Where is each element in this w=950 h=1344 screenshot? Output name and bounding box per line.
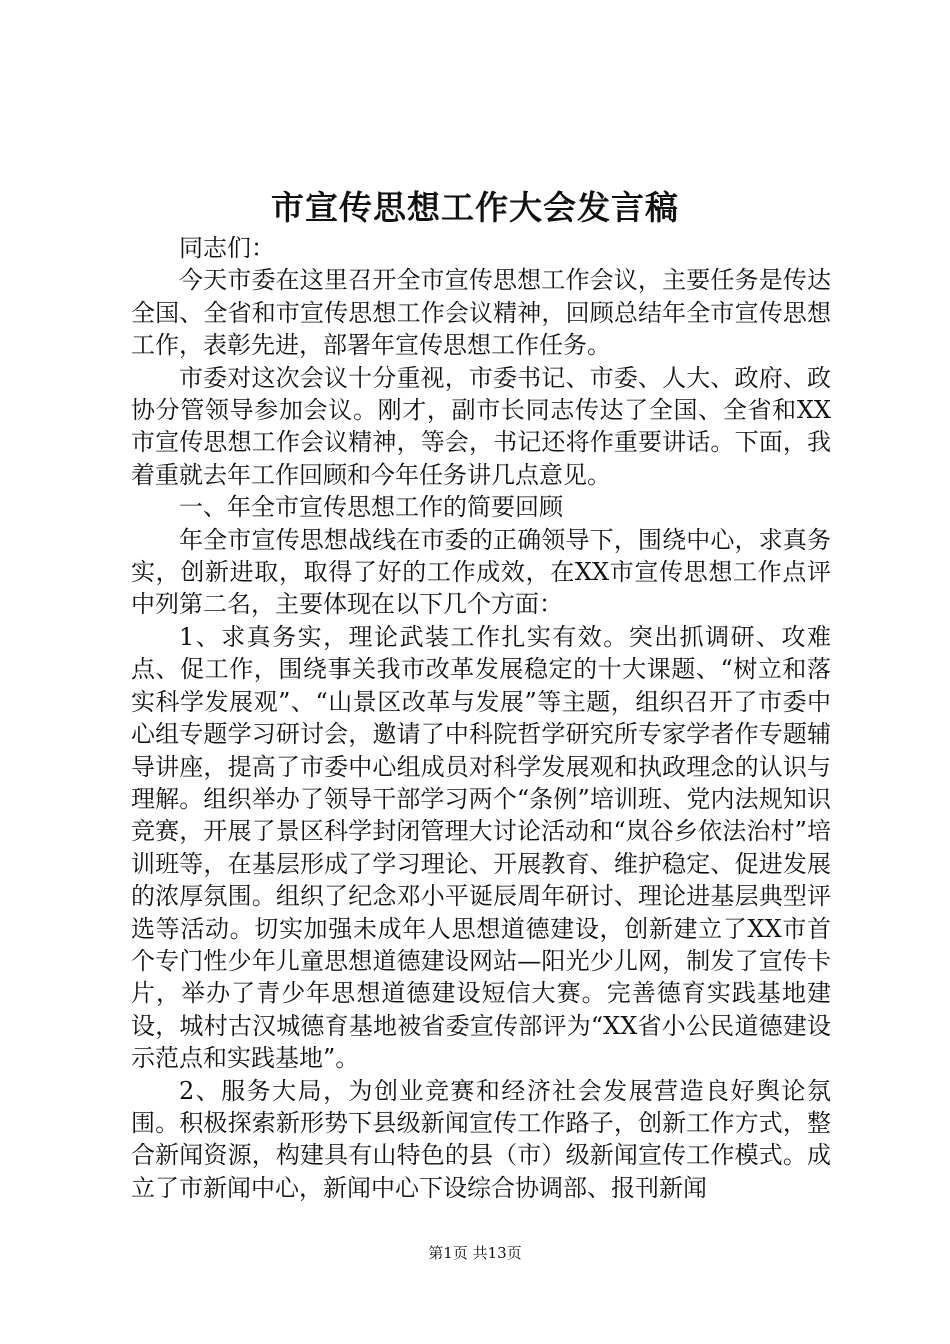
paragraph-summary: 年全市宣传思想战线在市委的正确领导下，围绕中心，求真务实，创新进取，取得了好的工作成效，在XX市宣传思想工作点评中列第二名，主要体现在以下几个方面： (131, 525, 831, 619)
paragraph-meeting: 市委对这次会议十分重视，市委书记、市委、人大、政府、政协分管领导参加会议。刚才，副市长同志传达了全国、全省和XX市宣传思想工作会议精神，等会，书记还将作重要讲话。下面，我着重就去年工作回顾和今年任务讲几点意见。 (131, 363, 831, 489)
document-body (131, 232, 831, 1204)
paragraph-item-1: 1、求真务实，理论武装工作扎实有效。突出抓调研、攻难点、促工作，围绕事关我市改革发展稳定的十大课题、“树立和落实科学发展观”、“山景区改革与发展”等主题，组织召开了市委中心组专题学习研讨会，邀请了中科院哲学研究所专家学者作专题辅导讲座，提高了市委中心组成员对科学发展观和执政理念的认识与理解。组织举办了领导干部学习两个“条例”培训班、党内法规知识竞赛，开展了景区科学封闭管理大讨论活动和“岚谷乡依法治村”培训班等，在基层形成了学习理论、开展教育、维护稳定、促进发展的浓厚氛围。组织了纪念邓小平诞辰周年研讨、理论进基层典型评选等活动。切实加强未成年人思想道德建设，创新建立了XX市首个专门性少年儿童思想道德建设网站—阳光少儿网，制发了宣传卡片，举办了青少年思想道德建设短信大赛。完善德育实践基地建设，城村古汉城德育基地被省委宣传部评为“XX省小公民道德建设示范点和实践基地”。 (131, 622, 831, 1073)
page-title: 市宣传思想工作大会发言稿 (271, 188, 679, 227)
section-heading-review: 一、年全市宣传思想工作的简要回顾 (179, 493, 563, 522)
page-footer: 第1页 共13页 (428, 1244, 522, 1262)
paragraph-salutation: 同志们： (179, 234, 275, 262)
paragraph-item-2: 2、服务大局，为创业竞赛和经济社会发展营造良好舆论氛围。积极探索新形势下县级新闻宣传工作路子，创新工作方式，整合新闻资源，构建具有山特色的县（市）级新闻宣传工作模式。成立了市新闻中心，新闻中心下设综合协调部、报刊新闻 (131, 1076, 831, 1202)
paragraph-intro: 今天市委在这里召开全市宣传思想工作会议，主要任务是传达全国、全省和市宣传思想工作会议精神，回顾总结年全市宣传思想工作，表彰先进，部署年宣传思想工作任务。 (131, 266, 831, 360)
